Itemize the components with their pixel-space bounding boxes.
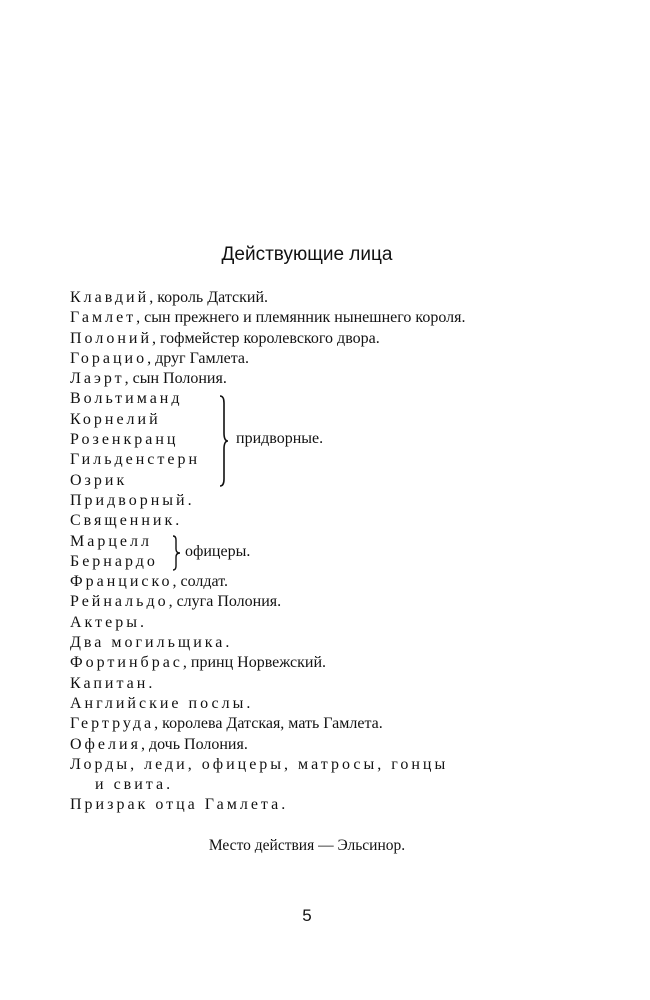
character-name: Гертруда (70, 715, 155, 733)
cast-item (70, 653, 590, 673)
officers-group (70, 532, 590, 573)
character-name: Два могильщика. (70, 634, 233, 652)
cast-ghost: Призрак отца Гамлета. (70, 796, 289, 814)
cast-item (70, 755, 590, 775)
character-name: Вольтиманд (70, 390, 183, 408)
character-description: , принц Норвежский. (182, 654, 327, 672)
courtiers-label: придворные. (236, 430, 324, 448)
character-name: Розенкранц (70, 431, 179, 449)
cast-item (70, 369, 590, 389)
character-name: Полоний (70, 329, 153, 347)
cast-item (70, 308, 590, 328)
setting-line: Место действия — Эльсинор. (208, 837, 406, 854)
character-name: Актеры. (70, 613, 147, 631)
courtiers-brace (218, 395, 230, 487)
character-name: Лаэрт (70, 370, 125, 388)
character-description: , гофмейстер королевского двора. (152, 329, 380, 347)
character-description: , король Датский. (149, 289, 269, 306)
page-title: Действующие лица (221, 244, 393, 265)
cast-item (70, 491, 590, 511)
character-name: Гильденстерн (70, 451, 201, 469)
character-name: Священник. (70, 512, 183, 530)
character-name: Бернардо (70, 552, 158, 570)
cast-item (70, 714, 590, 734)
character-description: , дочь Полония. (140, 735, 248, 753)
character-name: Франциско (70, 573, 173, 591)
character-description: , друг Гамлета. (147, 349, 250, 367)
courtiers-group (70, 389, 590, 491)
character-name: Офелия (70, 735, 141, 753)
character-name: Гамлет (70, 309, 137, 327)
character-name: Капитан. (70, 674, 156, 692)
character-description: , слуга Полония. (168, 593, 282, 611)
cast-item (70, 511, 590, 531)
character-name: Придворный. (70, 491, 195, 509)
character-name: Озрик (70, 471, 128, 489)
cast-item (70, 349, 590, 369)
character-name: Английские послы. (70, 694, 254, 712)
officers-brace (172, 535, 182, 571)
character-name: Клавдий (70, 289, 150, 306)
cast-item (70, 735, 590, 755)
cast-item (70, 572, 590, 592)
cast-item (70, 613, 590, 633)
cast-item (70, 592, 590, 612)
officers-label: офицеры. (185, 542, 251, 560)
cast-item (70, 288, 590, 308)
character-name: Горацио (70, 349, 148, 367)
character-name: Рейнальдо (70, 593, 169, 611)
cast-item (70, 694, 590, 714)
cast-item (70, 329, 590, 349)
character-name: Лорды, леди, офицеры, матросы, гонцы (70, 755, 449, 773)
cast-continuation: и свита. (95, 776, 174, 794)
character-description: , солдат. (172, 573, 228, 591)
character-description: , сын Полония. (124, 370, 227, 388)
character-description: , сын прежнего и племянник нынешнего короля. (136, 309, 466, 327)
cast-item (70, 633, 590, 653)
character-description: , королева Датская, мать Гамлета. (154, 715, 383, 733)
cast-list (70, 288, 590, 816)
character-name: Фортинбрас (70, 654, 183, 672)
page-number: 5 (302, 906, 312, 925)
cast-item (70, 674, 590, 694)
character-name: Корнелий (70, 410, 161, 428)
character-name: Марцелл (70, 532, 152, 550)
